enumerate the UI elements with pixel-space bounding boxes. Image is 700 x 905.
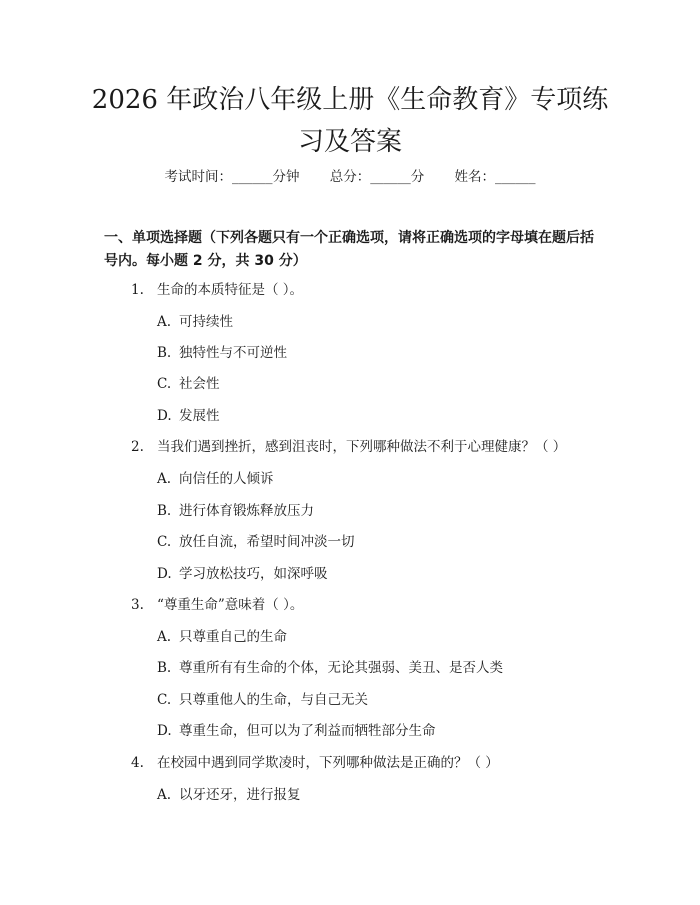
option-text: 尊重所有有生命的个体，无论其强弱、美丑、是否人类 xyxy=(179,660,503,676)
option-3d xyxy=(157,720,436,742)
option-letter: C. xyxy=(157,376,172,392)
option-letter: A. xyxy=(157,787,172,803)
option-text: 可持续性 xyxy=(179,314,233,330)
option-2c xyxy=(157,531,355,553)
option-1a xyxy=(157,311,233,333)
option-letter: D. xyxy=(157,566,172,582)
option-1d xyxy=(157,405,220,427)
question-text: “尊重生命”意味着（ ）。 xyxy=(157,597,304,613)
option-text: 只尊重自己的生命 xyxy=(179,629,287,645)
option-3a xyxy=(157,626,287,648)
exam-time-field: 考试时间：______分钟 xyxy=(164,169,300,185)
option-letter: D. xyxy=(157,408,172,424)
option-text: 社会性 xyxy=(179,376,220,392)
option-text: 进行体育锻炼释放压力 xyxy=(179,503,314,519)
question-number: 4. xyxy=(131,755,144,771)
option-1c xyxy=(157,373,220,395)
option-text: 向信任的人倾诉 xyxy=(179,471,274,487)
option-2d xyxy=(157,563,328,585)
option-letter: B. xyxy=(157,660,172,676)
question-number: 3. xyxy=(131,597,144,613)
option-letter: B. xyxy=(157,503,172,519)
option-text: 独特性与不可逆性 xyxy=(179,345,287,361)
option-letter: C. xyxy=(157,534,172,550)
option-letter: B. xyxy=(157,345,172,361)
student-name-field: 姓名：______ xyxy=(454,169,536,185)
total-score-field: 总分：______分 xyxy=(329,169,425,185)
exam-meta-row xyxy=(0,166,700,188)
question-number: 2. xyxy=(131,439,144,455)
section-heading: 一、单项选择题（下列各题只有一个正确选项，请将正确选项的字母填在题后括号内。每小题 2 分，共 30 分） xyxy=(104,230,594,269)
option-letter: A. xyxy=(157,314,172,330)
option-2b xyxy=(157,500,314,522)
question-number: 1. xyxy=(131,282,144,298)
option-text: 放任自流，希望时间冲淡一切 xyxy=(179,534,355,550)
option-text: 发展性 xyxy=(179,408,220,424)
option-3c xyxy=(157,689,368,711)
page-title-line-2: 习及答案 xyxy=(297,127,402,157)
page-title-line-1: 2026 年政治八年级上册《生命教育》专项练 xyxy=(91,85,609,115)
question-text: 当我们遇到挫折，感到沮丧时，下列哪种做法不利于心理健康？（ ） xyxy=(157,439,567,455)
option-text: 只尊重他人的生命，与自己无关 xyxy=(179,692,368,708)
option-text: 学习放松技巧，如深呼吸 xyxy=(179,566,328,582)
question-text: 生命的本质特征是（ ）。 xyxy=(157,282,304,298)
option-letter: A. xyxy=(157,629,172,645)
option-3b xyxy=(157,657,503,679)
option-2a xyxy=(157,468,274,490)
question-text: 在校园中遇到同学欺凌时，下列哪种做法是正确的？（ ） xyxy=(157,755,499,771)
option-letter: A. xyxy=(157,471,172,487)
option-4a xyxy=(157,784,301,806)
option-letter: C. xyxy=(157,692,172,708)
option-1b xyxy=(157,342,287,364)
option-text: 以牙还牙，进行报复 xyxy=(179,787,301,803)
option-letter: D. xyxy=(157,723,172,739)
option-text: 尊重生命，但可以为了利益而牺牲部分生命 xyxy=(179,723,436,739)
